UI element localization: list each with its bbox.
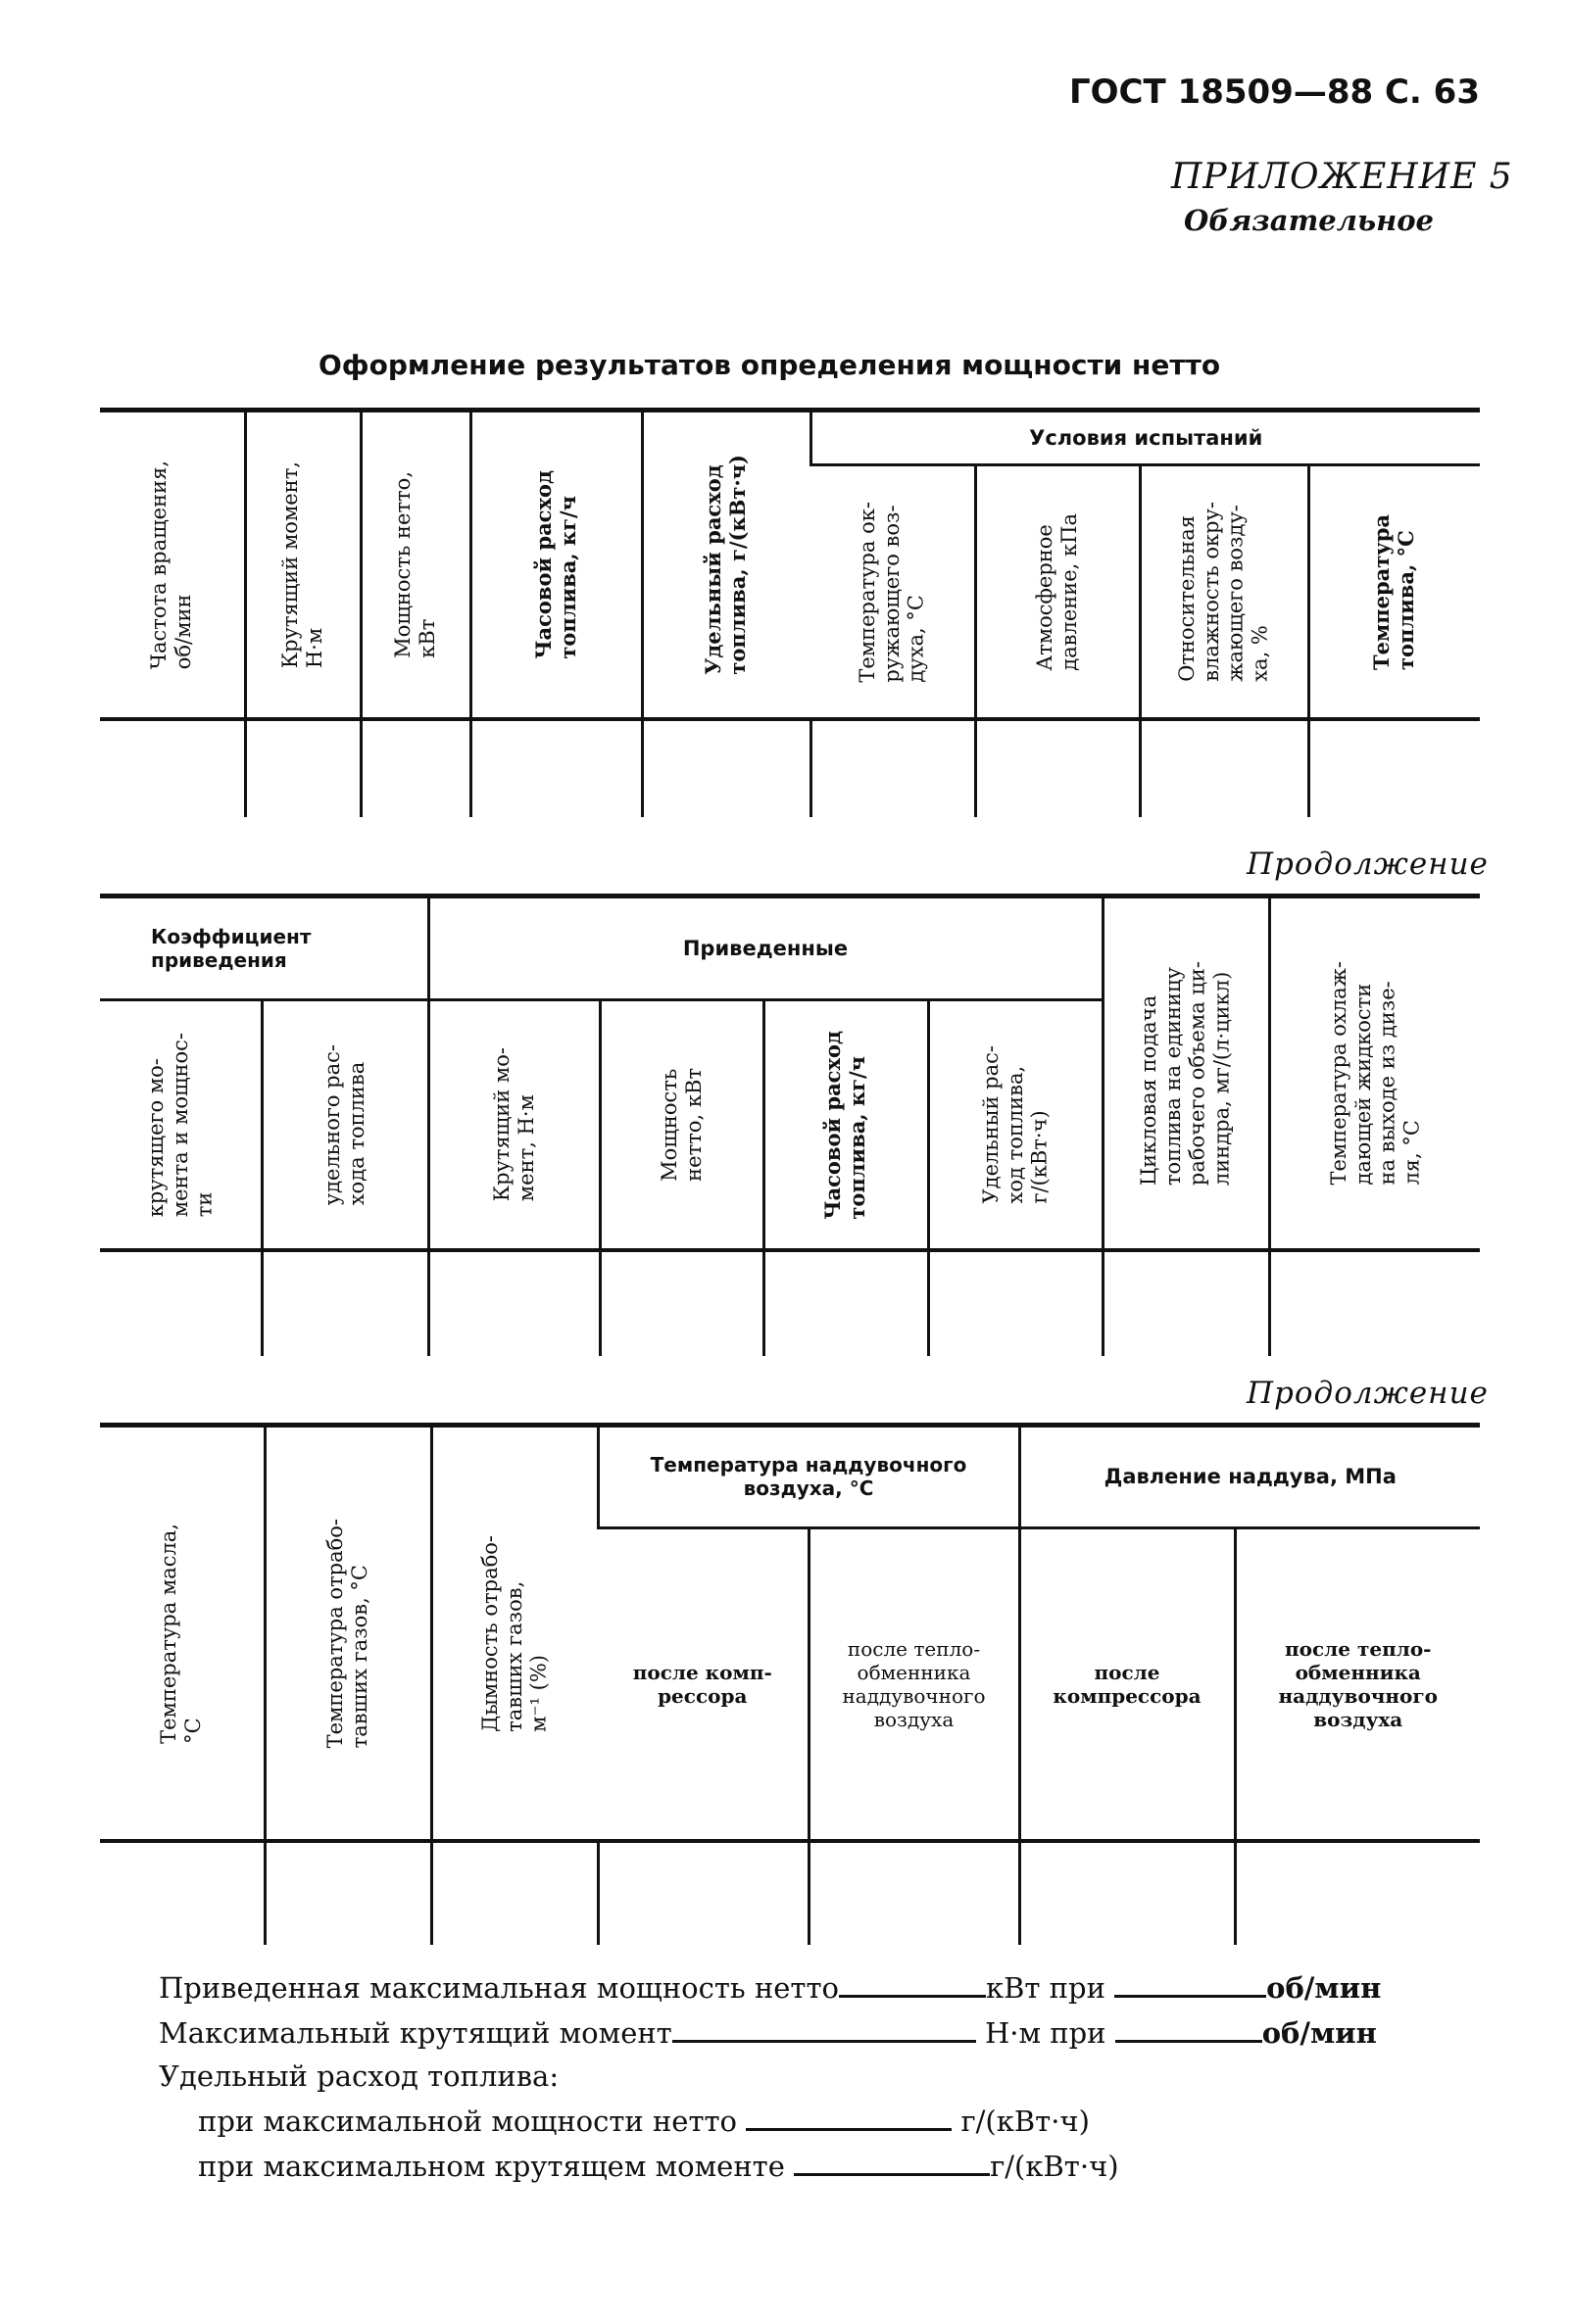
footer-line-specific: Удельный расход топлива: <box>159 2059 560 2093</box>
header-torque: Крутящий момент, Н·м <box>245 411 361 720</box>
header-humidity: Относительная влажность окру- жающего возду- ха, % <box>1140 465 1308 720</box>
appendix-label: ПРИЛОЖЕНИЕ 5 <box>1171 157 1513 197</box>
header-coolant-temp: Температура охлаж- дающей жидкости на выходе из дизе- ля, °С <box>1269 896 1480 1251</box>
footer-line-max-torque: Максимальный крутящий момент Н·м при об/мин <box>159 2016 1377 2050</box>
header-cycle-feed: Цикловая подача топлива на единицу рабочего объема ци- линдра, мг/(л·цикл) <box>1103 896 1269 1251</box>
header-red-hourly-fuel: Часовой расход топлива, кг/ч <box>763 1000 928 1251</box>
header-coef-torque: крутящего мо- мента и мощнос- ти <box>100 1000 262 1251</box>
continuation-label-2: Продолжение <box>1247 1376 1489 1411</box>
table-main <box>100 408 1480 817</box>
page-header: ГОСТ 18509—88 С. 63 <box>1068 73 1480 112</box>
table-continuation-2 <box>100 1423 1480 1945</box>
header-reduced-group: Приведенные <box>428 896 1103 1000</box>
table-continuation-1 <box>100 894 1480 1356</box>
page-title: Оформление результатов определения мощности нетто <box>319 349 1221 381</box>
header-temp-after-exchanger: после тепло- обменника наддувочного воздуха <box>809 1527 1019 1841</box>
header-red-power: Мощность нетто, кВт <box>600 1000 763 1251</box>
table-row <box>100 1841 1480 1945</box>
header-red-specific-fuel: Удельный рас- ход топлива, г/(кВт·ч) <box>928 1000 1103 1251</box>
header-red-torque: Крутящий мо- мент, Н·м <box>428 1000 600 1251</box>
header-press-after-compressor: после компрессора <box>1019 1527 1235 1841</box>
header-ambient-temp: Температура ок- ружающего воз- духа, °С <box>810 465 975 720</box>
header-hourly-fuel: Часовой расход топлива, кг/ч <box>470 411 642 720</box>
table-row <box>100 1250 1480 1356</box>
header-test-conditions: Условия испытаний <box>810 411 1480 465</box>
header-rpm: Частота вращения, об/мин <box>100 411 245 720</box>
header-specific-fuel: Удельный расход топлива, г/(кВт·ч) <box>642 411 810 720</box>
table-row <box>100 719 1480 817</box>
header-temp-after-compressor: после комп- рессора <box>598 1527 809 1841</box>
header-oil-temp: Температура масла, °С <box>100 1426 265 1842</box>
header-coef-fuel: удельного рас- хода топлива <box>262 1000 428 1251</box>
header-fuel-temp: Температура топлива, °С <box>1308 465 1480 720</box>
header-smoke: Дымность отрабо- тавших газов, м⁻¹ (%) <box>431 1426 598 1842</box>
header-atm-pressure: Атмосферное давление, кПа <box>975 465 1140 720</box>
header-coef-group: Коэффициент приведения <box>100 896 428 1000</box>
header-exhaust-temp: Температура отрабо- тавших газов, °С <box>265 1426 431 1842</box>
header-power: Мощность нетто, кВт <box>361 411 470 720</box>
header-press-after-exchanger: после тепло- обменника наддувочного воздуха <box>1235 1527 1480 1841</box>
footer-line-max-power: Приведенная максимальная мощность нетто кВт при об/мин <box>159 1971 1382 2005</box>
footer-line-at-max-power: при максимальной мощности нетто г/(кВт·ч) <box>198 2105 1090 2138</box>
header-boost-pressure: Давление наддува, МПа <box>1019 1426 1480 1528</box>
appendix-status: Обязательное <box>1184 204 1435 237</box>
footer-line-at-max-torque: при максимальном крутящем моменте г/(кВт·ч) <box>198 2150 1119 2183</box>
continuation-label: Продолжение <box>1247 847 1489 882</box>
header-boost-air-temp: Температура наддувочного воздуха, °С <box>598 1426 1019 1528</box>
